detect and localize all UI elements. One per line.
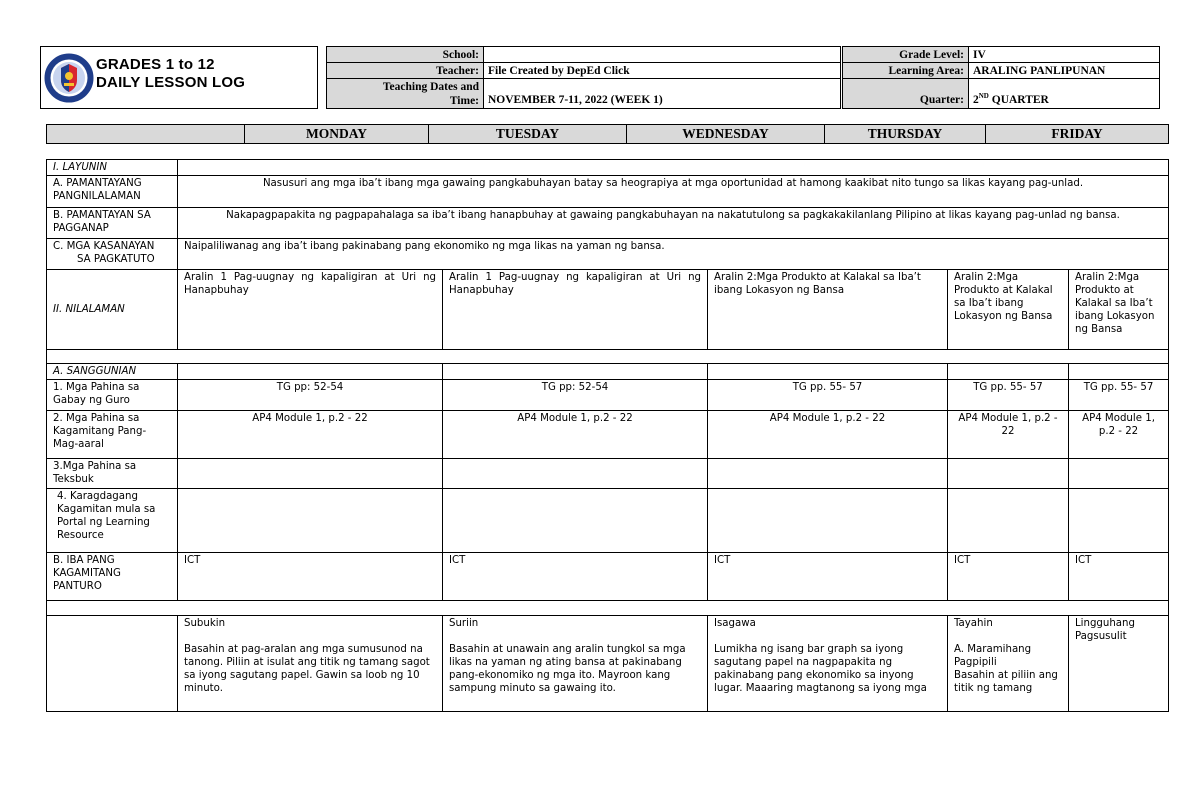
- kasanayan-text: Naipaliliwanag ang iba’t ibang pakinabang pang ekonomiko ng mga likas na yaman ng bansa.: [178, 239, 1169, 270]
- teksbuk-tuesday: [443, 459, 708, 489]
- quarter-suffix: ND: [978, 92, 989, 101]
- activity-friday-title: Lingguhang Pagsusulit: [1075, 618, 1135, 642]
- days-corner-cell: [47, 125, 245, 144]
- karagdagang-monday: [178, 489, 443, 553]
- quarter-value: [969, 79, 1160, 109]
- gabay-monday: TG pp: 52-54: [178, 380, 443, 411]
- activity-monday-body: Basahin at pag-aralan ang mga sumusunod na tanong. Piliin at isulat ang titik ng tamang sagot sa iyong sagutang papel. Gawin sa loob ng 10 minuto.: [184, 644, 430, 694]
- activity-tuesday: [443, 616, 708, 712]
- activity-wednesday-body: Lumikha ng isang bar graph sa iyong sagutang papel na nagpapakita ng pakinabang pang ekonomiko sa inyong lugar. Maaaring magtanong sa iyong mga: [714, 644, 927, 694]
- activity-tuesday-title: Suriin: [449, 618, 479, 629]
- kasanayan-label-line2: SA PAGKATUTO: [77, 254, 155, 265]
- teacher-label: Teacher:: [327, 63, 484, 79]
- iba-thursday: ICT: [948, 553, 1069, 601]
- spacer-row: [47, 350, 1169, 364]
- activity-thursday-title: Tayahin: [954, 618, 993, 629]
- karagdagang-wednesday: [708, 489, 948, 553]
- quarter-word: QUARTER: [988, 94, 1049, 106]
- teacher-value: File Created by DepEd Click: [484, 63, 841, 79]
- day-thursday: THURSDAY: [825, 125, 986, 144]
- quarter-label: Quarter:: [843, 79, 969, 109]
- iba-monday: ICT: [178, 553, 443, 601]
- day-tuesday: TUESDAY: [429, 125, 627, 144]
- kasanayan-label-line1: C. MGA KASANAYAN: [53, 241, 155, 252]
- gabay-label: 1. Mga Pahina sa Gabay ng Guro: [47, 380, 178, 411]
- gabay-friday: TG pp. 55- 57: [1069, 380, 1169, 411]
- kagamitang-label: 2. Mga Pahina sa Kagamitang Pang-Mag-aaral: [47, 411, 178, 459]
- school-label: School:: [327, 47, 484, 63]
- teksbuk-wednesday: [708, 459, 948, 489]
- nilalaman-thursday: Aralin 2:Mga Produkto at Kalakal sa Iba’t ibang Lokasyon ng Bansa: [948, 270, 1069, 350]
- nilalaman-monday: Aralin 1 Pag-uugnay ng kapaligiran at Uri ng Hanapbuhay: [178, 270, 443, 350]
- gabay-wednesday: TG pp. 55- 57: [708, 380, 948, 411]
- kagamitang-monday: AP4 Module 1, p.2 - 22: [178, 411, 443, 459]
- gabay-thursday: TG pp. 55- 57: [948, 380, 1069, 411]
- activity-tuesday-body: Basahin at unawain ang aralin tungkol sa mga likas na yaman ng ating bansa at pakinabang pang-ekonomiko ng mga ito. Mayroon kang sampung minuto sa gawaing ito.: [449, 644, 686, 694]
- form-title-line2: DAILY LESSON LOG: [96, 74, 246, 91]
- kagamitang-friday: AP4 Module 1, p.2 - 22: [1069, 411, 1169, 459]
- pamantayang-text: Nasusuri ang mga iba’t ibang mga gawaing pangkabuhayan batay sa heograpiya at mga oportunidad at hamong kaakibat nito tungo sa likas kayang pag-unlad.: [178, 176, 1169, 208]
- learning-area-value: ARALING PANLIPUNAN: [969, 63, 1160, 79]
- sanggunian-monday: [178, 364, 443, 380]
- dates-label: [327, 79, 484, 109]
- spacer-row-2: [47, 601, 1169, 616]
- quarter-number: 2: [973, 94, 979, 106]
- teksbuk-label: 3.Mga Pahina sa Teksbuk: [47, 459, 178, 489]
- activity-monday-title: Subukin: [184, 618, 226, 629]
- dates-label-line1: Teaching Dates and: [382, 80, 479, 93]
- sanggunian-label: A. SANGGUNIAN: [47, 364, 178, 380]
- kagamitang-tuesday: AP4 Module 1, p.2 - 22: [443, 411, 708, 459]
- iba-label: B. IBA PANG KAGAMITANG PANTURO: [47, 553, 178, 601]
- day-wednesday: WEDNESDAY: [627, 125, 825, 144]
- nilalaman-wednesday: Aralin 2:Mga Produkto at Kalakal sa Iba’t ibang Lokasyon ng Bansa: [708, 270, 948, 350]
- teksbuk-friday: [1069, 459, 1169, 489]
- sanggunian-thursday: [948, 364, 1069, 380]
- activity-friday: [1069, 616, 1169, 712]
- activity-wednesday-title: Isagawa: [714, 618, 756, 629]
- pamantayang-label: A. PAMANTAYANG PANGNILALAMAN: [47, 176, 178, 208]
- school-info-table: [326, 46, 841, 109]
- karagdagang-friday: [1069, 489, 1169, 553]
- gabay-tuesday: TG pp: 52-54: [443, 380, 708, 411]
- pagganap-text: Nakapagpapakita ng pagpapahalaga sa iba’t ibang hanapbuhay at gawaing pangkabuhayan na nakatutulong sa pagkakakilanlang Pilipino at likas kayang pag-unlad ng bansa.: [178, 208, 1169, 239]
- kasanayan-label: [47, 239, 178, 270]
- sanggunian-friday: [1069, 364, 1169, 380]
- sanggunian-tuesday: [443, 364, 708, 380]
- activity-label-cell: [47, 616, 178, 712]
- lesson-log-grid: [46, 159, 1169, 712]
- kagamitang-thursday: AP4 Module 1, p.2 - 22: [948, 411, 1069, 459]
- grade-level-label: Grade Level:: [843, 47, 969, 63]
- learning-area-label: Learning Area:: [843, 63, 969, 79]
- karagdagang-thursday: [948, 489, 1069, 553]
- day-monday: MONDAY: [245, 125, 429, 144]
- iba-tuesday: ICT: [443, 553, 708, 601]
- activity-thursday-body-2: Basahin at piliin ang titik ng tamang: [954, 670, 1058, 694]
- activity-wednesday: [708, 616, 948, 712]
- activity-thursday: [948, 616, 1069, 712]
- sanggunian-wednesday: [708, 364, 948, 380]
- karagdagang-tuesday: [443, 489, 708, 553]
- grade-info-table: [842, 46, 1160, 109]
- dates-label-line2: Time:: [449, 94, 479, 107]
- teksbuk-thursday: [948, 459, 1069, 489]
- day-friday: FRIDAY: [986, 125, 1169, 144]
- kagamitang-wednesday: AP4 Module 1, p.2 - 22: [708, 411, 948, 459]
- iba-wednesday: ICT: [708, 553, 948, 601]
- nilalaman-tuesday: Aralin 1 Pag-uugnay ng kapaligiran at Uri ng Hanapbuhay: [443, 270, 708, 350]
- pagganap-label: B. PAMANTAYAN SA PAGGANAP: [47, 208, 178, 239]
- dates-value: NOVEMBER 7-11, 2022 (WEEK 1): [484, 79, 841, 109]
- days-header: [46, 124, 1169, 144]
- karagdagang-label: 4. Karagdagang Kagamitan mula sa Portal ng Learning Resource: [47, 489, 178, 553]
- grade-level-value: IV: [969, 47, 1160, 63]
- nilalaman-label: II. NILALAMAN: [47, 270, 178, 350]
- layunin-cell: [178, 160, 1169, 176]
- school-value: [484, 47, 841, 63]
- layunin-label: I. LAYUNIN: [47, 160, 178, 176]
- nilalaman-friday: Aralin 2:Mga Produkto at Kalakal sa Iba’t ibang Lokasyon ng Bansa: [1069, 270, 1169, 350]
- deped-seal-icon: [44, 50, 94, 106]
- teksbuk-monday: [178, 459, 443, 489]
- activity-thursday-body-1: A. Maramihang Pagpipili: [954, 644, 1032, 668]
- iba-friday: ICT: [1069, 553, 1169, 601]
- activity-monday: [178, 616, 443, 712]
- form-title-line1: GRADES 1 to 12: [96, 56, 215, 73]
